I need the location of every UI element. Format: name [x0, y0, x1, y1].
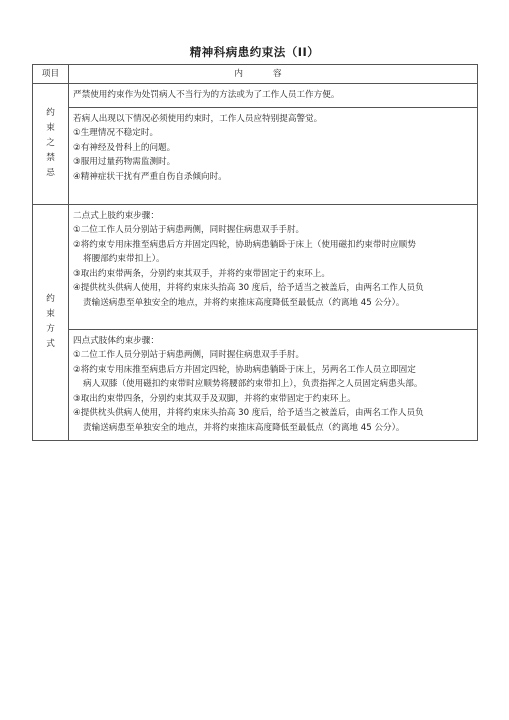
- document-title: 精神科病患约束法（II）: [189, 45, 320, 59]
- two-point-line: ①二位工作人员分别站于病患两侧，同时握住病患双手手肘。: [73, 225, 305, 235]
- two-point-line: 二点式上肢约束步骤：: [73, 210, 159, 221]
- two-point-line: ②将约束专用床推至病患后方并固定四轮，协助病患躺卧于床上（使用磁扣约束带时应顺势: [73, 239, 416, 250]
- prohibited-label-cell: [33, 84, 69, 205]
- four-point-line: ④提供枕头供病人使用，并将约束床头抬高 30 度后，给予适当之被盖后，由两名工作人员负: [73, 408, 424, 418]
- prohibited-line: ①生理情况不稳定时。: [73, 128, 159, 138]
- table-row: [33, 204, 478, 329]
- prohibited-row1-text: 严禁使用约束作为处罚病人不当行为的方法或为了工作人员工作方便。: [73, 90, 340, 100]
- four-point-line: ②将约束专用床推至病患后方并固定四轮，协助病患躺卧于床上，另两名工作人员立即固定: [73, 364, 416, 375]
- four-point-line: ①二位工作人员分别站于病患两侧，同时握住病患双手手肘。: [73, 350, 305, 360]
- table-header-row: [33, 65, 478, 84]
- table-row: [33, 107, 478, 204]
- method-label: 约束方式: [46, 294, 55, 349]
- two-point-line: ④提供枕头供病人使用，并将约束床头抬高 30 度后，给予适当之被盖后，由两名工作人员负: [73, 283, 424, 293]
- four-point-line: 病人双膝（使用磁扣约束带时应顺势将腰部约束带扣上），负责指挥之人员固定病患头部。: [83, 379, 423, 389]
- header-content: 内容: [69, 65, 478, 84]
- prohibited-line: ④精神症状干扰有严重自伤自杀倾向时。: [73, 171, 227, 182]
- method-label-cell: [33, 204, 69, 440]
- table-row: [33, 84, 478, 108]
- two-point-line: 责输送病患至单独安全的地点，并将约束推床高度降低至最低点（约离地 45 公分）。: [83, 297, 405, 308]
- table-row: [33, 329, 478, 440]
- header-item: 项目: [33, 65, 69, 84]
- two-point-line: 将腰部约束带扣上）。: [83, 254, 165, 264]
- four-point-line: ③取出约束带四条，分别约束其双手及双脚，并将约束带固定于约束环上。: [73, 393, 356, 404]
- two-point-line: ③取出约束带两条，分别约束其双手，并将约束带固定于约束环上。: [73, 268, 330, 279]
- prohibited-row1: [69, 84, 478, 108]
- restraint-table: [32, 64, 478, 441]
- two-point-cell: [69, 204, 478, 329]
- prohibited-line: ②有神经及骨科上的问题。: [73, 142, 176, 153]
- prohibited-line: 若病人出现以下情况必须使用约束时，工作人员应特别提高警觉。: [73, 113, 323, 124]
- four-point-line: 四点式肢体约束步骤：: [73, 335, 159, 346]
- prohibited-row2: [69, 107, 478, 204]
- prohibited-label: 约束之禁忌: [46, 108, 55, 179]
- prohibited-line: ③服用过量药物需监测时。: [73, 157, 176, 167]
- four-point-line: 责输送病患至单独安全的地点，并将约束推床高度降低至最低点（约离地 45 公分）。: [83, 422, 405, 433]
- four-point-cell: [69, 329, 478, 440]
